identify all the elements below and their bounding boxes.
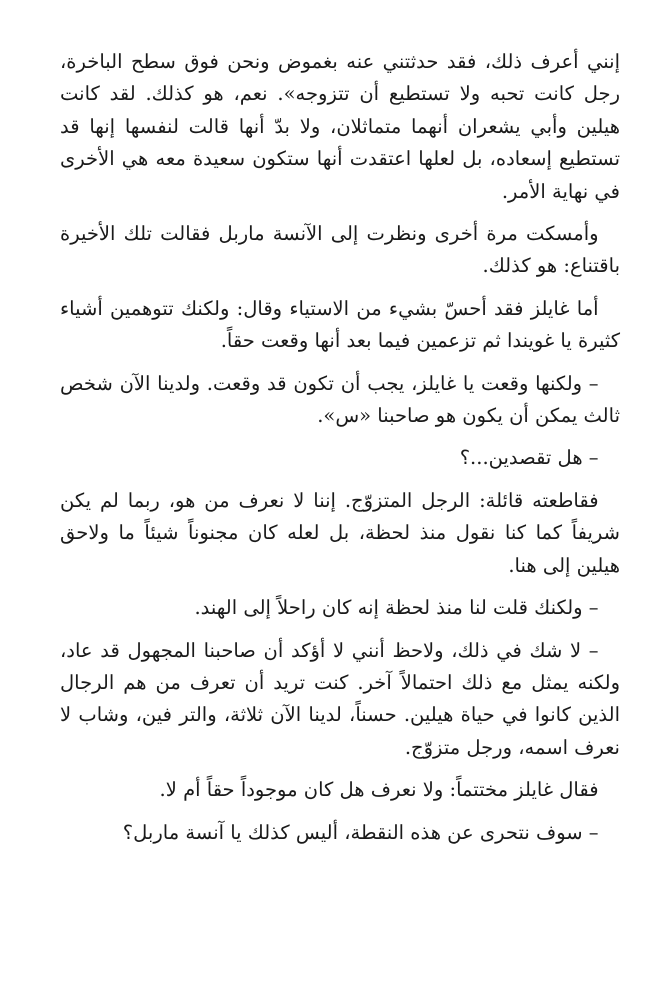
paragraph-8: – لا شك في ذلك، ولاحظ أنني لا أؤكد أن صاحبنا المجهول قد عاد، ولكنه يمثل مع ذلك احتمالاً آخر. كنت تريد أن تعرف من هم الرجال الذين كانوا في حياة هيلين. حسناً، لدينا الآن ثلاثة، والتر فين، وشاب لا نعرف اسمه، ورجل متزوّج. <box>60 638 620 759</box>
paragraph-3: أما غايلز فقد أحسّ بشيء من الاستياء وقال: ولكنك تتوهمين أشياء كثيرة يا غويندا ثم تزعمين فيما بعد أنها وقعت حقاً. <box>60 296 620 353</box>
paragraph-4: – ولكنها وقعت يا غايلز، يجب أن تكون قد وقعت. ولدينا الآن شخص ثالث يمكن أن يكون هو صاحبنا «س». <box>60 371 620 428</box>
paragraph-5: – هل تقصدين...؟ <box>459 446 599 470</box>
paragraph-2: وأمسكت مرة أخرى ونظرت إلى الآنسة ماربل فقالت تلك الأخيرة باقتناع: هو كذلك. <box>60 222 620 278</box>
book-page <box>60 46 620 859</box>
paragraph-6: فقاطعته قائلة: الرجل المتزوّج. إننا لا نعرف من هو، ربما لم يكن شريفاً كما كنا نقول منذ لحظة، بل لعله كان مجنوناً شيئاً ما ولاحق هيلين إلى هنا. <box>60 488 620 577</box>
paragraph-10: – سوف نتحرى عن هذه النقطة، أليس كذلك يا آنسة ماربل؟ <box>122 820 599 844</box>
paragraph-1: إنني أعرف ذلك، فقد حدثتني عنه بغموض ونحن فوق سطح الباخرة، رجل كانت تحبه ولا تستطيع أن تتزوجه». نعم، هو كذلك. لقد كانت هيلين وأبي يشعران أنهما متماثلان، ولا بدّ أنها قالت لنفسها إنها قد تستطيع إسعاده، بل لعلها اعتقدت أنها ستكون سعيدة معه هي الأخرى في نهاية الأمر. <box>60 50 620 203</box>
paragraph-9: فقال غايلز مختتماً: ولا نعرف هل كان موجوداً حقاً أم لا. <box>159 778 599 802</box>
paragraph-7: – ولكنك قلت لنا منذ لحظة إنه كان راحلاً إلى الهند. <box>194 596 599 620</box>
